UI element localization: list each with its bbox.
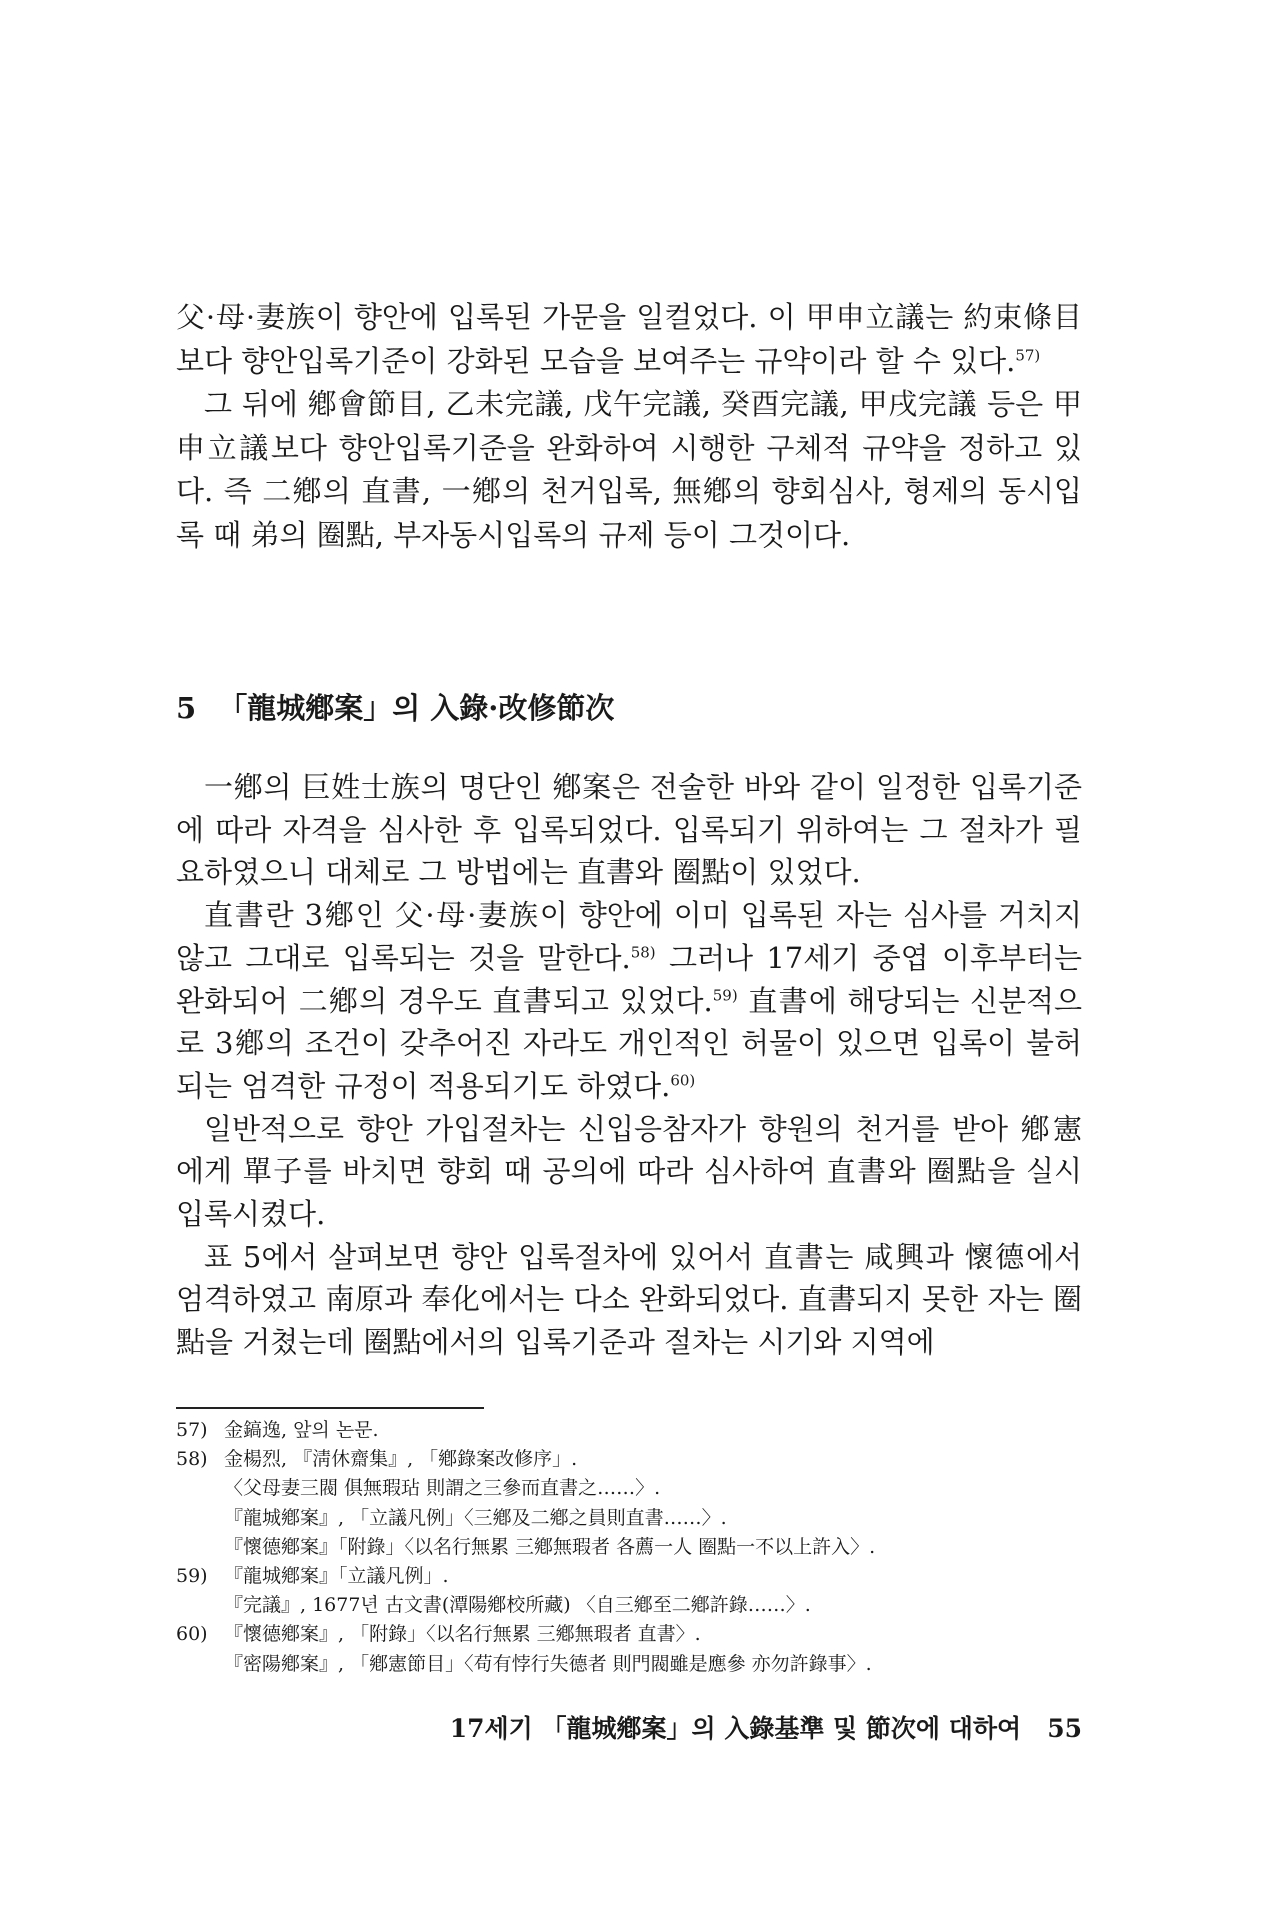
footnote (176, 1620, 1082, 1649)
footnote (176, 1650, 1082, 1679)
footnote (176, 1504, 1082, 1533)
footnote-ref: 58) (630, 943, 656, 962)
footnote-text: 〈父母妻三閥 俱無瑕玷 則謂之三參而直書之……〉. (224, 1477, 661, 1500)
footnote (176, 1591, 1082, 1620)
footnote-number (176, 1533, 224, 1562)
paragraph-text: 그러나 17세기 중엽 이후부터는 완화되어 二鄕의 경우도 直書되고 있었다. (176, 940, 1082, 1018)
footnote-number: 59) (176, 1565, 208, 1588)
paragraph: 一鄕의 巨姓士族의 명단인 鄕案은 전술한 바와 같이 일정한 입록기준에 따라 자격을 심사한 후 입록되었다. 입록되기 위하여는 그 절차가 필요하였으니 대체로 그 방법에는 直書와 圈點이 있었다. (176, 770, 1082, 890)
paragraph-text: 父·母·妻族이 향안에 입록된 가문을 일컬었다. 이 甲申立議는 約束條目보다 향안입록기준이 강화된 모습을 보여주는 규약이라 할 수 있다. (176, 300, 1082, 378)
footnote-text: 金鎬逸, 앞의 논문. (224, 1419, 379, 1441)
footnote-text: 『龍城鄕案』, 「立議凡例」〈三鄕及二鄕之員則直書……〉. (224, 1506, 727, 1529)
running-footer-title: 17세기 「龍城鄕案」의 入錄基準 및 節次에 대하여 (449, 1714, 1022, 1743)
body-text-top (176, 296, 1082, 557)
paragraph (176, 894, 1082, 1108)
footnote-text: 『龍城鄕案』「立議凡例」. (224, 1565, 449, 1588)
paragraph: 일반적으로 향안 가입절차는 신입응참자가 향원의 천거를 받아 鄕憲에게 單子를 바치면 향회 때 공의에 따라 심사하여 直書와 圈點을 실시 입록시켰다. (176, 1111, 1082, 1232)
running-footer (420, 1712, 1082, 1746)
footnote-text: 『懷德鄕案』「附錄」〈以名行無累 三鄕無瑕者 各薦一人 圈點一不以上許入〉. (224, 1535, 876, 1558)
footnote-number (176, 1474, 224, 1503)
paragraph: 그 뒤에 鄕會節目, 乙未完議, 戊午完議, 癸酉完議, 甲戌完議 등은 甲申立議보다 향안입록기준을 완화하여 시행한 구체적 규약을 정하고 있다. 즉 二鄕의 直書, 一鄕의 천거입록, 無鄕의 향회심사, 형제의 동시입록 때 弟의 圈點, 부자동시입록의 규제 등이 그것이다. (176, 387, 1082, 552)
footnote (176, 1474, 1082, 1503)
footnote-number (176, 1591, 224, 1620)
footnotes (176, 1416, 1082, 1679)
section-number: 5 (176, 691, 197, 725)
section-title: 「龍城鄕案」의 入錄·改修節次 (218, 691, 615, 725)
footnote-ref: 59) (712, 985, 738, 1004)
footnote-text: 『完議』, 1677년 古文書(潭陽鄕校所藏) 〈自三鄕至二鄕許錄……〉. (224, 1594, 811, 1617)
footnote (176, 1533, 1082, 1562)
footnote-ref: 60) (670, 1071, 696, 1090)
footnote-text: 金楊烈, 『淸休齋集』, 「鄕錄案改修序」. (224, 1448, 578, 1471)
body-text-bottom (176, 766, 1082, 1364)
footnote-ref: 57) (1015, 345, 1041, 364)
paragraph (176, 296, 1082, 383)
footnote-number: 58) (176, 1448, 208, 1471)
footnote-divider (176, 1407, 484, 1409)
footnote-number: 60) (176, 1623, 208, 1646)
paragraph: 표 5에서 살펴보면 향안 입록절차에 있어서 直書는 咸興과 懷德에서 엄격하였고 南原과 奉化에서는 다소 완화되었다. 直書되지 못한 자는 圈點을 거쳤는데 圈點에서의 입록기준과 절차는 시기와 지역에 (176, 1239, 1082, 1360)
paragraph-text: 直書란 3鄕인 父·母·妻族이 향안에 이미 입록된 자는 심사를 거치지 않고 그대로 입록되는 것을 말한다. (176, 898, 1082, 975)
paragraph-text: 直書에 해당되는 신분적으로 3鄕의 조건이 갖추어진 자라도 개인적인 허물이 있으면 입록이 불허되는 엄격한 규정이 적용되기도 하였다. (176, 983, 1083, 1103)
footnote (176, 1445, 1082, 1474)
section-heading (176, 688, 614, 728)
page-number: 55 (1047, 1714, 1082, 1743)
footnote (176, 1416, 1082, 1445)
footnote (176, 1562, 1082, 1591)
footnote-text: 『懷德鄕案』, 「附錄」〈以名行無累 三鄕無瑕者 直書〉. (224, 1623, 701, 1646)
footnote-number: 57) (176, 1419, 208, 1441)
footnote-number (176, 1504, 224, 1533)
footnote-number (176, 1650, 224, 1679)
footnote-text: 『密陽鄕案』, 「鄕憲節目」〈苟有悖行失德者 則門閥雖是應參 亦勿許錄事〉. (224, 1652, 872, 1675)
